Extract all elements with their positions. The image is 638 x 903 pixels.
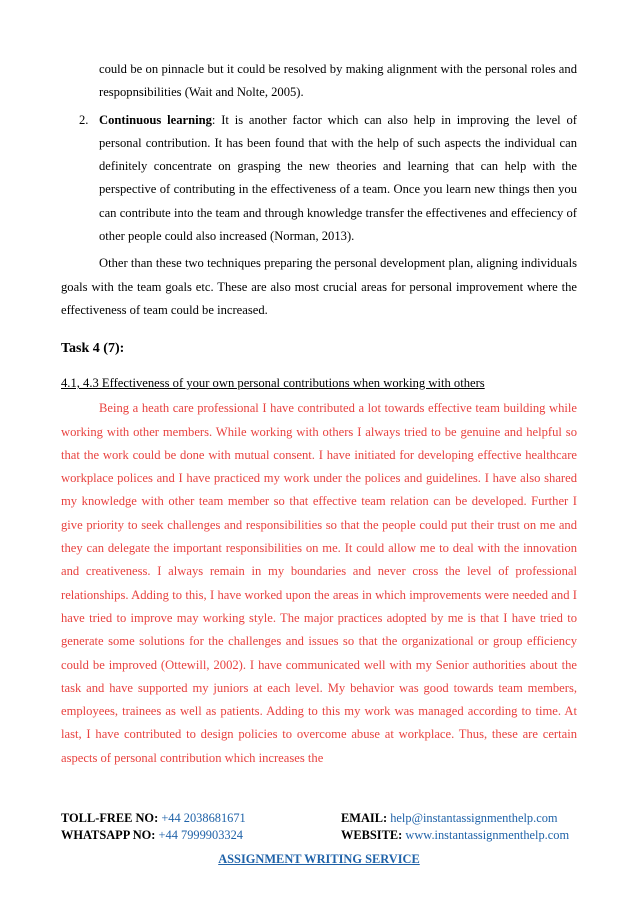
list-item-continuation	[99, 58, 577, 105]
section-paragraph: Being a heath care professional I have contributed a lot towards effective team building while working with other members. While working with others I always tried to be genuine and helpful so that the work could be done with mutual consent. I have initiated for developing effective healthcare workplace polices and I have practiced my work under the polices and guidelines. I have also shared my knowledge with other team member so that effective team relation can be developed. Further I give priority to seek challenges and responsibilities so that the people could put their trust on me and they can delegate the important responsibilities on me. It could allow me to deal with the innovation and creativeness. I always remain in my boundaries and never cross the level of professional relationships. Adding to this, I have worked upon the areas in which improvements were needed and I have tried to improve may working style. The major practices adopted by me is that I have tried to generate some solutions for the challenges and issues so that the organizational or group efficiency could be improved (Ottewill, 2002). I have communicated well with my Senior authorities about the task and have supported my juniors at each level. My behavior was good towards team members, employees, trainees as well as patients. Adding to this my work was managed according to time. At last, I have contributed to design policies to overcome abuse at workplace. Thus, these are certain aspects of personal contribution which increases the	[61, 401, 577, 765]
email-link[interactable]: help@instantassignmenthelp.com	[390, 811, 558, 825]
page-footer	[61, 810, 577, 868]
footer-tollfree	[61, 810, 341, 827]
whatsapp-number[interactable]: +44 7999903324	[158, 828, 243, 842]
document-body	[61, 58, 577, 770]
list-number: 2.	[79, 112, 89, 127]
list-item-title: Continuous learning	[99, 112, 212, 127]
website-link[interactable]: www.instantassignmenthelp.com	[405, 828, 570, 842]
summary-paragraph: Other than these two techniques preparing the personal development plan, aligning individuals goals with the team goals etc. These are also most crucial areas for personal improvement where the effectiveness of team could be increased.	[61, 256, 577, 317]
footer-row-1	[61, 810, 577, 827]
task-heading: Task 4 (7):	[61, 341, 125, 357]
website-label: WEBSITE:	[341, 828, 403, 842]
service-link[interactable]: ASSIGNMENT WRITING SERVICE	[218, 852, 420, 866]
section-heading: 4.1, 4.3 Effectiveness of your own personal contributions when working with others	[61, 376, 485, 391]
list-item-continuous-learning	[79, 109, 577, 249]
whatsapp-label: WHATSAPP NO:	[61, 828, 156, 842]
footer-whatsapp	[61, 827, 341, 844]
tollfree-label: TOLL-FREE NO:	[61, 811, 159, 825]
footer-website	[341, 827, 577, 844]
continuation-text: could be on pinnacle but it could be resolved by making alignment with the personal roles and respopnsibilities (Wait and Nolte, 2005).	[99, 62, 577, 100]
tollfree-number[interactable]: +44 2038681671	[161, 811, 246, 825]
footer-email	[341, 810, 577, 827]
footer-row-2	[61, 827, 577, 844]
email-label: EMAIL:	[341, 811, 388, 825]
list-item-text: : It is another factor which can also help in improving the level of personal contribution. It has been found that with the help of such aspects the individual can definitely concentrate on grasping the new theories and learning that can help with the perspective of contributing in the effectiveness of a team. Once you learn new things then you can contribute into the team and through knowledge transfer the effectivenes and effeciency of other people could also increased (Norman, 2013).	[99, 112, 577, 244]
